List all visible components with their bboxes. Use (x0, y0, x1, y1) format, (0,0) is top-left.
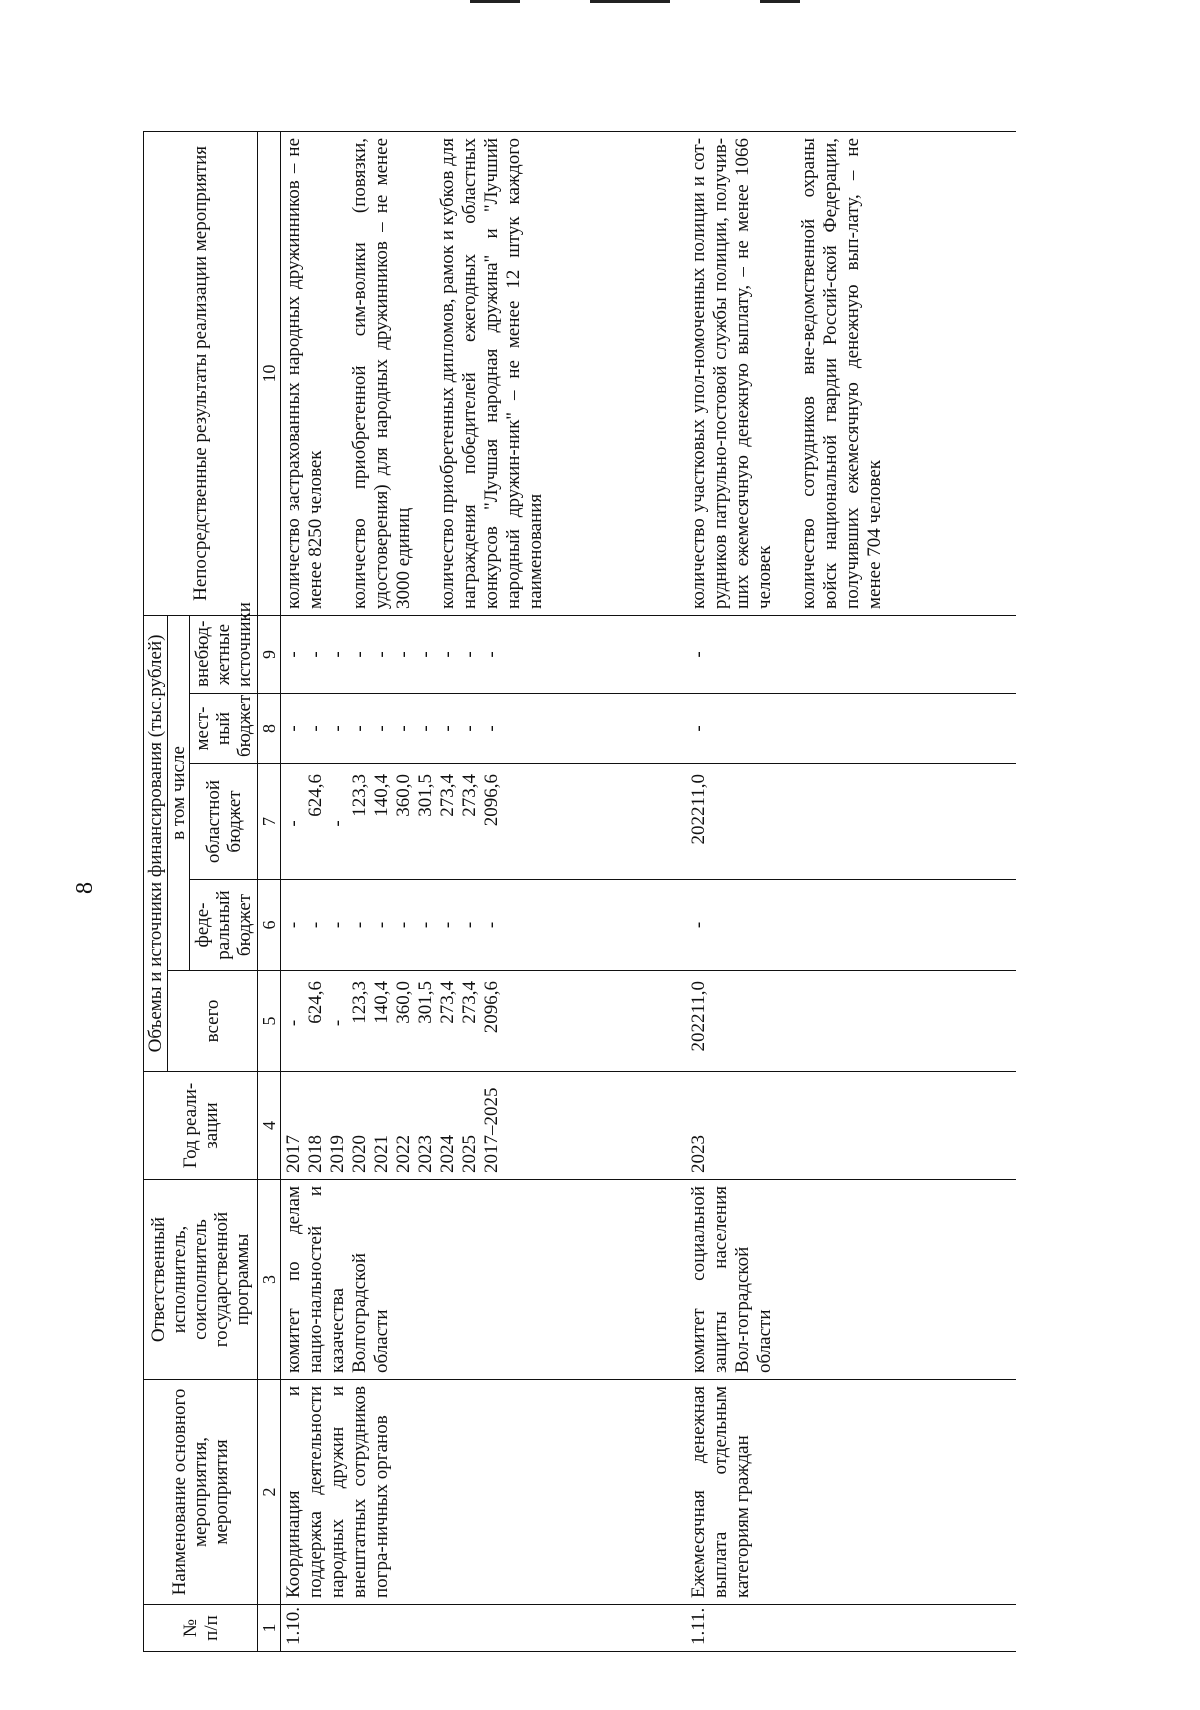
header-executor: Ответственный исполнитель, соисполнитель государственной программы (144, 1180, 258, 1380)
regional-value: 624,6 (305, 774, 326, 817)
federal-value: - (415, 921, 436, 929)
local-value: - (437, 725, 458, 732)
regional-cell (281, 764, 686, 880)
federal-value: - (327, 921, 348, 929)
year-item: 2023 (687, 1135, 709, 1173)
year-item: 2024 (437, 1135, 458, 1173)
header-regional: областной бюджет (190, 764, 258, 880)
year-item: 2022 (393, 1135, 414, 1173)
page-number: 8 (72, 882, 98, 894)
year-item: 2017–2025 (481, 1087, 502, 1173)
regional-value: 273,4 (437, 774, 458, 817)
federal-values (688, 886, 710, 964)
year-item: 2018 (305, 1135, 326, 1173)
year-item: 2020 (349, 1135, 370, 1173)
result-text: количество приобретенной сим-волики (повязки, удостоверения) для народных дружинников – не менее 3000 единиц (349, 137, 414, 609)
results-cell (281, 131, 686, 615)
header-local: мест-ный бюджет (190, 694, 258, 764)
header-year: Год реали-зации (144, 1072, 258, 1180)
extra-value: - (327, 651, 348, 658)
year-item: 2017 (283, 1135, 304, 1173)
executor: комитет по делам нацио-нальностей и казачества Волгоградской области (281, 1180, 686, 1380)
local-value: - (327, 725, 348, 732)
regional-value: 360,0 (393, 774, 414, 817)
extra-value: - (459, 651, 480, 658)
extra-value: - (349, 651, 370, 658)
col-index-8: 8 (258, 694, 281, 764)
activity-name: Ежемесячная денежная выплата отдельным категориям граждан (686, 1380, 1016, 1605)
header-results: Непосредственные результаты реализации мероприятия (144, 131, 258, 615)
regional-value: 301,5 (415, 774, 436, 817)
total-value: 273,4 (437, 981, 458, 1024)
col-index-9: 9 (258, 615, 281, 693)
col-index-10: 10 (258, 131, 281, 615)
extra-values (283, 622, 503, 687)
col-index-1: 1 (258, 1605, 281, 1652)
executor: комитет социальной защиты населения Вол-гоградской области (686, 1180, 1016, 1380)
federal-value: - (459, 921, 480, 929)
regional-cell (686, 764, 1016, 880)
federal-cell (686, 880, 1016, 971)
federal-value: - (437, 921, 458, 929)
result-text: количество сотрудников вне-ведомственной охраны войск национальной гвардии Россий-ской Федерации, получивших ежемесячную денежную вып-лату, – не менее 704 человек (797, 137, 885, 609)
local-value: - (481, 725, 502, 732)
year-item: 2019 (327, 1135, 348, 1173)
extra-value: - (283, 651, 304, 658)
extra-values (688, 622, 710, 687)
table-row (686, 131, 1016, 1651)
year-item: 2025 (459, 1135, 480, 1173)
total-value: 273,4 (459, 981, 480, 1024)
col-index-7: 7 (258, 764, 281, 880)
regional-value: 2096,6 (481, 774, 502, 827)
local-value: - (283, 725, 304, 732)
regional-values (283, 770, 503, 873)
years-list (283, 1078, 503, 1173)
total-cell (686, 971, 1016, 1072)
total-values (283, 977, 503, 1065)
total-value: 140,4 (371, 981, 392, 1024)
federal-value: - (481, 921, 502, 929)
year-item: 2021 (371, 1135, 392, 1173)
total-value: - (327, 1019, 348, 1027)
federal-value: - (283, 921, 304, 929)
results-cell (686, 131, 1016, 615)
federal-cell (281, 880, 686, 971)
header-activity-name: Наименование основного мероприятия, мероприятия (144, 1380, 258, 1605)
regional-value: - (327, 820, 348, 827)
local-value: - (349, 725, 370, 732)
total-value: 2096,6 (481, 981, 502, 1034)
row-number: 1.11. (686, 1605, 1016, 1652)
extra-value: - (481, 651, 502, 658)
header-federal: феде-ральный бюджет (190, 880, 258, 971)
result-text: количество застрахованных народных дружинников – не менее 8250 человек (283, 137, 326, 609)
col-index-2: 2 (258, 1380, 281, 1605)
total-value: 301,5 (415, 981, 436, 1024)
header-total: всего (168, 971, 258, 1072)
extra-value: - (371, 651, 392, 658)
header-num: № п/п (144, 1605, 258, 1652)
years-cell (686, 1072, 1016, 1180)
local-values (283, 700, 503, 757)
federal-value: - (687, 921, 709, 929)
result-text: количество приобретенных дипломов, рамок и кубков для награждения победителей ежегодных областных конкурсов "Лучшая народная дружина" и "Лучший народный дружин-ник" – не менее 12 штук каждого наименования (437, 137, 546, 609)
regional-value: 202211,0 (687, 774, 709, 845)
local-value: - (687, 725, 709, 732)
result-text: количество участковых упол-номоченных полиции и сот-рудников патрульно-постовой службы полиции, получив-ших ежемесячную денежную выплату, – не менее 1066 человек (687, 137, 775, 609)
total-values (688, 977, 710, 1065)
total-value: - (283, 1019, 304, 1027)
extra-cell (281, 615, 686, 693)
regional-value: 140,4 (371, 774, 392, 817)
total-value: 360,0 (393, 981, 414, 1024)
federal-value: - (305, 921, 326, 929)
local-value: - (371, 725, 392, 732)
col-index-5: 5 (258, 971, 281, 1072)
total-value: 202211,0 (687, 981, 709, 1052)
regional-value: - (283, 820, 304, 827)
header-extra: внебюд-жетные источники (190, 615, 258, 693)
extra-value: - (687, 651, 709, 658)
local-cell (686, 694, 1016, 764)
federal-value: - (349, 921, 370, 929)
row-number: 1.10. (281, 1605, 686, 1652)
header-funding: Объемы и источники финансирования (тыс.рублей) (144, 615, 168, 1071)
total-value: 123,3 (349, 981, 370, 1024)
federal-value: - (393, 921, 414, 929)
header-in-that-number: в том числе (168, 615, 190, 970)
years-cell (281, 1072, 686, 1180)
extra-value: - (305, 651, 326, 658)
local-value: - (305, 725, 326, 732)
col-index-4: 4 (258, 1072, 281, 1180)
program-activities-table (143, 131, 1016, 1652)
local-values (688, 700, 710, 757)
table-row (281, 131, 686, 1651)
local-value: - (415, 725, 436, 732)
total-cell (281, 971, 686, 1072)
column-index-row (258, 131, 281, 1651)
extra-value: - (415, 651, 436, 658)
local-value: - (393, 725, 414, 732)
regional-values (688, 770, 710, 873)
federal-values (283, 886, 503, 964)
local-value: - (459, 725, 480, 732)
extra-value: - (437, 651, 458, 658)
total-value: 624,6 (305, 981, 326, 1024)
activity-name: Координация и поддержка деятельности народных дружин и внештатных сотрудников погра-ничных органов (281, 1380, 686, 1605)
col-index-6: 6 (258, 880, 281, 971)
extra-value: - (393, 651, 414, 658)
regional-value: 273,4 (459, 774, 480, 817)
header-row-1 (144, 131, 168, 1651)
federal-value: - (371, 921, 392, 929)
extra-cell (686, 615, 1016, 693)
col-index-3: 3 (258, 1180, 281, 1380)
local-cell (281, 694, 686, 764)
regional-value: 123,3 (349, 774, 370, 817)
year-item: 2023 (415, 1135, 436, 1173)
years-list (688, 1078, 710, 1173)
